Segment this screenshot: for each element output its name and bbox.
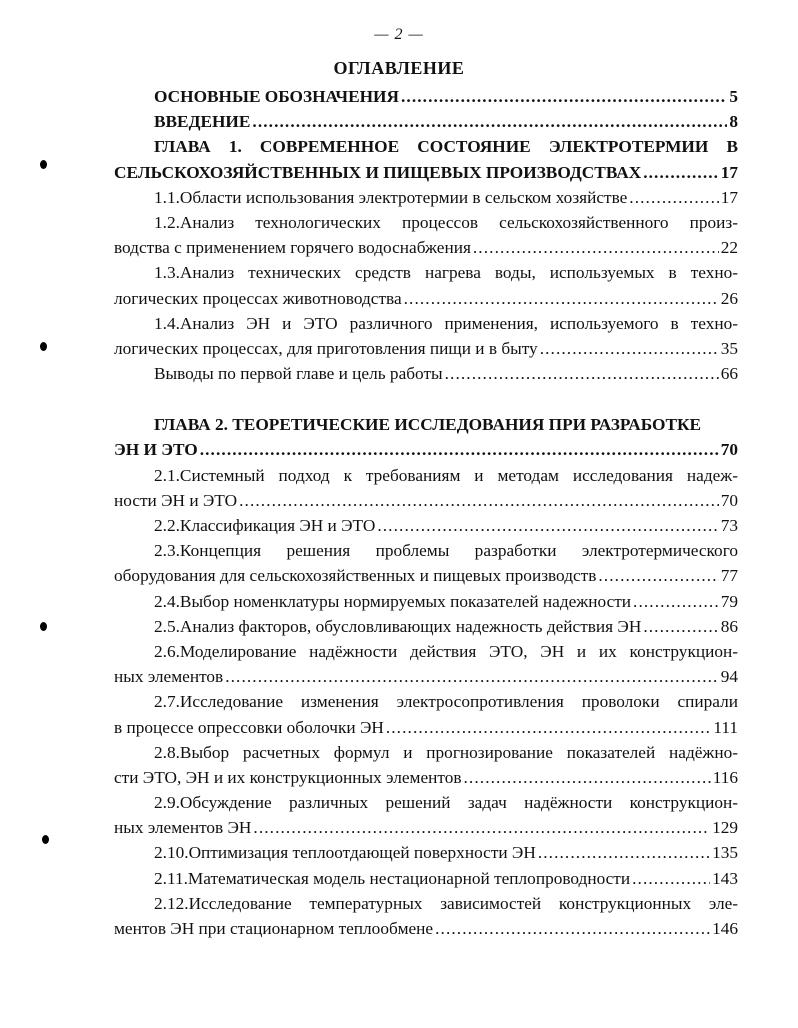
- margin-mark: [40, 622, 47, 631]
- toc-leader: [632, 866, 710, 891]
- toc-entry-title: 2.5.Анализ факторов, обусловливающих надежность действия ЭН: [154, 616, 642, 636]
- toc-entry: [114, 336, 738, 361]
- toc-entry: [114, 109, 738, 134]
- toc-leader: [464, 765, 711, 790]
- toc-chapter-line: ГЛАВА 2. ТЕОРЕТИЧЕСКИЕ ИССЛЕДОВАНИЯ ПРИ РАЗРАБОТКЕ: [154, 415, 702, 435]
- toc-entry: [114, 437, 738, 462]
- toc-entry-line: 2.6.Моделирование надёжности действия ЭТО, ЭН и их конструкцион-: [154, 641, 738, 661]
- toc-leader: [629, 185, 718, 210]
- toc-entry: [114, 563, 738, 588]
- toc-entry-title: ности ЭН и ЭТО: [114, 490, 238, 510]
- toc-entry: [114, 664, 738, 689]
- table-of-contents: [114, 84, 738, 941]
- toc-entry-title: ЭН И ЭТО: [114, 440, 198, 460]
- toc-leader: [401, 84, 727, 109]
- toc-leader: [633, 589, 719, 614]
- toc-entry: [114, 235, 738, 260]
- toc-entry-title: ОСНОВНЫЕ ОБОЗНАЧЕНИЯ: [154, 87, 399, 106]
- toc-entry-page: 143: [712, 868, 738, 888]
- toc-leader: [643, 160, 719, 185]
- toc-entry: [114, 84, 738, 109]
- toc-entry-page: 5: [729, 87, 738, 106]
- toc-leader: [377, 513, 718, 538]
- toc-leader: [473, 235, 719, 260]
- toc-entry-page: 17: [720, 162, 738, 182]
- toc-entry: [114, 589, 738, 614]
- toc-entry-page: 135: [712, 843, 738, 863]
- toc-entry: [114, 160, 738, 185]
- toc-entry-page: 79: [720, 591, 738, 611]
- toc-leader: [200, 437, 719, 462]
- toc-leader: [643, 614, 718, 639]
- toc-entry-line: 2.9.Обсуждение различных решений задач надёжности конструкцион-: [154, 793, 738, 813]
- toc-entry: [114, 715, 738, 740]
- toc-entry-title: 1.1.Области использования электротермии в сельском хозяйстве: [154, 187, 628, 207]
- toc-leader: [445, 361, 719, 386]
- toc-entry: [114, 361, 738, 386]
- toc-entry-title: 2.10.Оптимизация теплоотдающей поверхности ЭН: [154, 843, 536, 863]
- toc-entry-title: 2.11.Математическая модель нестационарной теплопроводности: [154, 868, 631, 888]
- toc-entry-line: 1.3.Анализ технических средств нагрева воды, используемых в техно-: [154, 263, 738, 283]
- toc-entry: [114, 815, 738, 840]
- toc-entry-title: логических процессах животноводства: [114, 288, 402, 308]
- toc-entry: [114, 614, 738, 639]
- page-title: ОГЛАВЛЕНИЕ: [333, 58, 465, 78]
- toc-entry-page: 73: [720, 516, 738, 535]
- margin-mark: [42, 835, 49, 844]
- toc-entry-page: 66: [720, 364, 738, 384]
- toc-entry-line: 2.7.Исследование изменения электросопротивления проволоки спирали: [154, 692, 738, 712]
- toc-entry-line: 1.2.Анализ технологических процессов сельскохозяйственного произ-: [154, 212, 738, 232]
- toc-entry-page: 17: [720, 187, 738, 207]
- toc-leader: [386, 715, 712, 740]
- toc-leader: [404, 286, 719, 311]
- toc-entry: [114, 765, 738, 790]
- toc-entry-title: 2.4.Выбор номенклатуры нормируемых показателей надежности: [154, 591, 632, 611]
- toc-leader: [538, 840, 710, 865]
- toc-entry-title: ВВЕДЕНИЕ: [154, 112, 251, 132]
- toc-entry-page: 35: [720, 338, 738, 358]
- toc-leader: [540, 336, 719, 361]
- toc-entry-page: 86: [720, 616, 738, 636]
- toc-entry-page: 22: [720, 238, 738, 258]
- toc-entry-line: 2.8.Выбор расчетных формул и прогнозирование показателей надёжно-: [154, 742, 738, 762]
- toc-entry-title: логических процессах, для приготовления пищи и в быту: [114, 338, 538, 358]
- toc-entry-page: 111: [713, 717, 738, 737]
- toc-entry-page: 70: [720, 440, 738, 460]
- toc-entry: [114, 185, 738, 210]
- toc-entry-title: ных элементов: [114, 667, 224, 687]
- toc-entry-page: 8: [729, 112, 738, 132]
- toc-leader: [435, 916, 710, 941]
- toc-entry-page: 146: [712, 919, 738, 938]
- toc-entry: [114, 488, 738, 513]
- toc-leader: [239, 488, 719, 513]
- page-number: — 2 —: [374, 26, 424, 43]
- toc-entry-title: водства с применением горячего водоснабжения: [114, 238, 471, 258]
- toc-entry-title: 2.2.Классификация ЭН и ЭТО: [154, 516, 376, 535]
- toc-entry-page: 94: [720, 667, 738, 687]
- toc-entry-line: 2.3.Концепция решения проблемы разработки электротермического: [154, 541, 738, 561]
- toc-chapter-line: ГЛАВА 1. СОВРЕМЕННОЕ СОСТОЯНИЕ ЭЛЕКТРОТЕРМИИ В: [154, 137, 738, 157]
- toc-entry-line: 1.4.Анализ ЭН и ЭТО различного применения, используемого в техно-: [154, 313, 738, 333]
- margin-mark: [40, 160, 47, 169]
- toc-entry-page: 116: [712, 767, 738, 787]
- toc-entry-title: ментов ЭН при стационарном теплообмене: [114, 919, 434, 938]
- toc-entry: [114, 866, 738, 891]
- toc-entry-line: 2.1.Системный подход к требованиям и методам исследования надеж-: [154, 465, 738, 485]
- margin-mark: [40, 342, 47, 351]
- toc-leader: [598, 563, 718, 588]
- toc-entry-title: Выводы по первой главе и цель работы: [154, 364, 443, 384]
- toc-entry-page: 26: [720, 288, 738, 308]
- toc-entry-line: 2.12.Исследование температурных зависимостей конструкционных эле-: [154, 893, 738, 913]
- toc-entry-title: сти ЭТО, ЭН и их конструкционных элементов: [114, 767, 462, 787]
- toc-leader: [252, 109, 727, 134]
- toc-entry: [114, 840, 738, 865]
- toc-entry-title: в процессе опрессовки оболочки ЭН: [114, 717, 384, 737]
- toc-entry-page: 77: [720, 566, 738, 586]
- toc-entry-title: оборудования для сельскохозяйственных и пищевых производств: [114, 566, 597, 586]
- toc-entry-title: СЕЛЬСКОХОЗЯЙСТВЕННЫХ И ПИЩЕВЫХ ПРОИЗВОДСТВАХ: [114, 162, 642, 182]
- toc-leader: [253, 815, 710, 840]
- toc-entry: [114, 513, 738, 538]
- toc-entry-title: ных элементов ЭН: [114, 818, 252, 838]
- toc-entry: [114, 916, 738, 941]
- toc-entry: [114, 286, 738, 311]
- toc-leader: [225, 664, 719, 689]
- toc-entry-page: 70: [720, 490, 738, 510]
- toc-entry-page: 129: [712, 818, 738, 838]
